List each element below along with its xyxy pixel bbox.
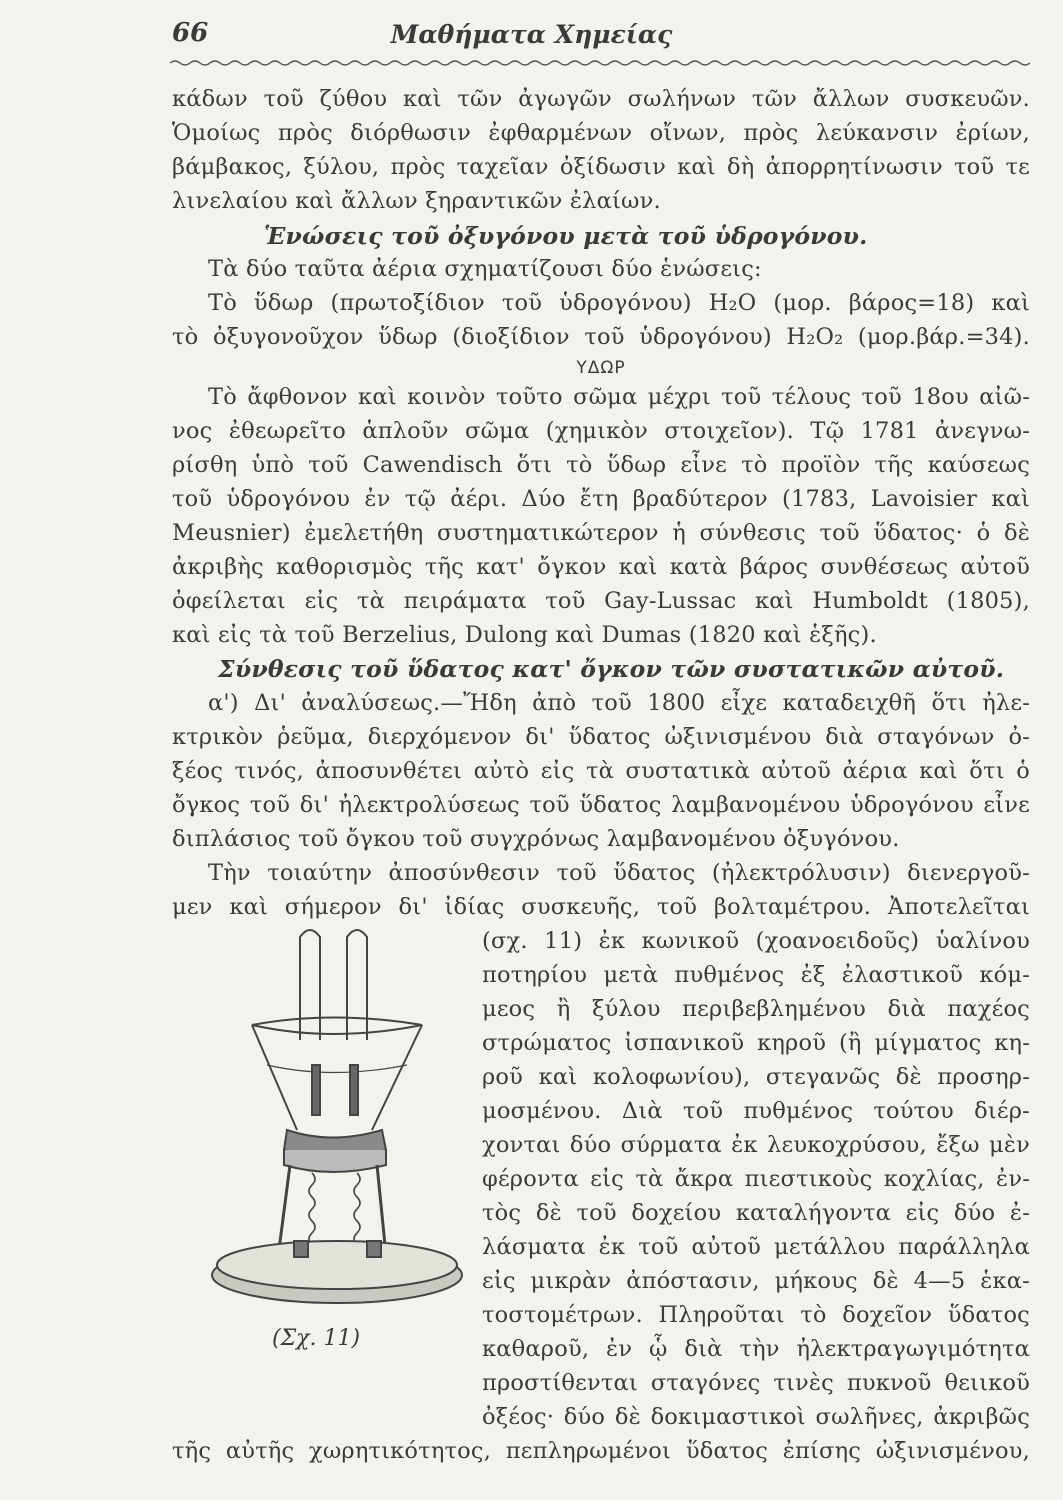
text-line: καὶ εἰς τὰ τοῦ Berzelius, Dulong καὶ Dumas (1820 καὶ ἑξῆς).: [172, 622, 877, 648]
text-line: τὸ ὀξυγονοῦχον ὕδωρ (διοξίδιον τοῦ ὑδρογόνου) H₂O₂ (μορ.βάρ.=34).: [172, 324, 1030, 350]
text-line: καθαροῦ, ἐν ᾧ διὰ τὴν ἠλεκτραγωγιμότητα: [482, 1336, 1030, 1362]
text-line: νος ἐθεωρεῖτο ἁπλοῦν σῶμα (χημικὸν στοιχεῖον). Τῷ 1781 ἀνεγνω-: [172, 418, 1030, 444]
text-line: Τὸ ἄφθονον καὶ κοινὸν τοῦτο σῶμα μέχρι τοῦ τέλους τοῦ 18ου αἰῶ-: [208, 384, 1030, 410]
text-line: ξέος τινός, ἀποσυνθέτει αὐτὸ εἰς τὰ συστατικὰ αὐτοῦ ἀέρια καὶ ὅτι ὁ: [172, 758, 1030, 784]
text-line: μεν καὶ σήμερον δι' ἰδίας συσκευῆς, τοῦ βολταμέτρου. Ἀποτελεῖται: [172, 894, 1030, 920]
section-heading: Ἑνώσεις τοῦ ὀξυγόνου μετὰ τοῦ ὑδρογόνου.: [264, 222, 868, 250]
text-line: ὀξέος· δύο δὲ δοκιμαστικοὶ σωλῆνες, ἀκριβῶς: [482, 1404, 1030, 1430]
text-line: τοστομέτρων. Πληροῦται τὸ δοχεῖον ὕδατος: [482, 1302, 1030, 1328]
text-line: κάδων τοῦ ζύθου καὶ τῶν ἀγωγῶν σωλήνων τῶν ἄλλων συσκευῶν.: [172, 86, 1030, 112]
header-rule: [170, 58, 1030, 68]
text-line: στρώματος ἱσπανικοῦ κηροῦ (ἢ μίγματος κη-: [482, 1030, 1030, 1056]
text-line: τῆς αὐτῆς χωρητικότητος, πεπληρωμένοι ὕδατος ἐπίσης ὠξινισμένου,: [172, 1438, 1030, 1464]
text-line: ποτηρίου μετὰ πυθμένος ἐξ ἐλαστικοῦ κόμ-: [482, 962, 1030, 988]
text-line: α') Δι' ἀναλύσεως.—Ἤδη ἀπὸ τοῦ 1800 εἶχε καταδειχθῆ ὅτι ἠλε-: [208, 690, 1030, 716]
text-line: (σχ. 11) ἐκ κωνικοῦ (χοανοειδοῦς) ὑαλίνου: [482, 928, 1030, 954]
text-line: διπλάσιος τοῦ ὄγκου τοῦ συγχρόνως λαμβανομένου ὀξυγόνου.: [172, 826, 900, 852]
text-line: βάμβακος, ξύλου, πρὸς ταχεῖαν ὀξίδωσιν καὶ δὴ ἀπορρητίνωσιν τοῦ τε: [172, 154, 1030, 180]
text-line: Τὴν τοιαύτην ἀποσύνθεσιν τοῦ ὕδατος (ἠλεκτρόλυσιν) διενεργοῦ-: [208, 860, 1030, 886]
text-line: φέροντα εἰς τὰ ἄκρα πιεστικοὺς κοχλίας, ἐν-: [482, 1166, 1030, 1192]
text-line: προστίθενται σταγόνες τινὲς πυκνοῦ θειικοῦ: [482, 1370, 1030, 1396]
text-line: τοῦ ὑδρογόνου ἐν τῷ ἀέρι. Δύο ἔτη βραδύτερον (1783, Lavoisier καὶ: [172, 486, 1030, 512]
text-line: Ὁμοίως πρὸς διόρθωσιν ἐφθαρμένων οἴνων, πρὸς λεύκανσιν ἐρίων,: [172, 120, 1030, 146]
text-line: κτρικὸν ῥεῦμα, διερχόμενον δι' ὕδατος ὠξινισμένου διὰ σταγόνων ὀ-: [172, 724, 1030, 750]
text-line: μοσμένου. Διὰ τοῦ πυθμένος τούτου διέρ-: [482, 1098, 1030, 1124]
text-line: ὀφείλεται εἰς τὰ πειράματα τοῦ Gay-Lussac καὶ Humboldt (1805),: [172, 588, 1030, 614]
text-line: ὄγκος τοῦ δι' ἠλεκτρολύσεως τοῦ ὕδατος λαμβανομένου ὑδρογόνου εἶνε: [172, 792, 1030, 818]
text-line: χονται δύο σύρματα ἐκ λευκοχρύσου, ἔξω μὲν: [482, 1132, 1030, 1158]
text-line: Meusnier) ἐμελετήθη συστηματικώτερον ἡ σύνθεσις τοῦ ὕδατος· ὁ δὲ: [172, 520, 1030, 546]
running-title: Μαθήματα Χημείας: [390, 20, 673, 49]
figure-caption: (Σχ. 11): [272, 1326, 361, 1351]
text-line: ἀκριβὴς καθορισμὸς τῆς κατ' ὄγκον καὶ κατὰ βάρος συνθέσεως αὐτοῦ: [172, 554, 1030, 580]
page-number: 66: [172, 18, 209, 48]
text-line: λάσματα ἐκ τοῦ αὐτοῦ μετάλλου παράλληλα: [482, 1234, 1030, 1260]
text-line: ροῦ καὶ κολοφωνίου), στεγανῶς δὲ προσηρ-: [482, 1064, 1030, 1090]
text-line: λινελαίου καὶ ἄλλων ξηραντικῶν ἐλαίων.: [172, 188, 661, 214]
page-header: [0, 14, 1063, 54]
section-title: ΥΔΩΡ: [576, 358, 626, 378]
text-line: εἰς μικρὰν ἀπόστασιν, μήκους δὲ 4—5 ἑκα-: [482, 1268, 1030, 1294]
text-line: Τὸ ὕδωρ (πρωτοξίδιον τοῦ ὑδρογόνου) H₂O (μορ. βάρος=18) καὶ: [208, 290, 1030, 316]
text-line: ρίσθη ὑπὸ τοῦ Cawendisch ὅτι τὸ ὕδωρ εἶνε τὸ προϊὸν τῆς καύσεως: [172, 452, 1030, 478]
text-line: μεος ἢ ξύλου περιβεβλημένου διὰ παχέος: [482, 996, 1030, 1022]
section-heading: Σύνθεσις τοῦ ὕδατος κατ' ὄγκον τῶν συστατικῶν αὐτοῦ.: [218, 655, 1005, 683]
voltameter-illustration: [172, 915, 472, 1315]
text-line: Τὰ δύο ταῦτα ἀέρια σχηματίζουσι δύο ἑνώσεις:: [208, 256, 762, 282]
text-line: τὸς δὲ τοῦ δοχείου καταλήγοντα εἰς δύο ἐ-: [482, 1200, 1030, 1226]
